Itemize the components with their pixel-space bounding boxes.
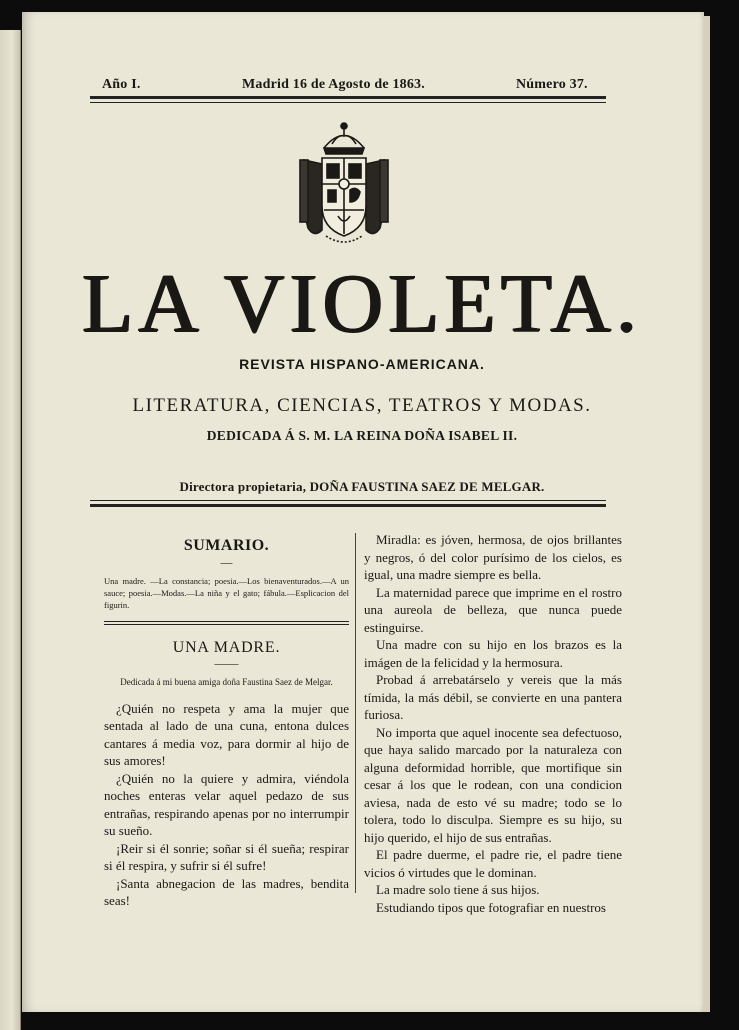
article-title: UNA MADRE. <box>172 638 281 656</box>
paragraph: ¿Quién no la quiere y admira, viéndola noches enteras velar aquel pedazo de sus entrañas, respirando apenas por no interrumpir su sueño. <box>104 770 349 838</box>
summary-heading: SUMARIO. <box>183 537 270 554</box>
left-column <box>104 531 349 910</box>
article-dedication: Dedicada á mi buena amiga doña Faustina Saez de Melgar. <box>120 677 333 687</box>
masthead-subtitle: REVISTA HISPANO-AMERICANA. <box>239 356 485 372</box>
paragraph: ¡Santa abnegacion de las madres, bendita seas! <box>104 875 349 908</box>
paragraph: Estudiando tipos que fotografiar en nuestros <box>376 899 606 915</box>
summary-rule <box>104 621 349 625</box>
header-rule-thick <box>90 96 606 99</box>
summary-text: Una madre. —La constancia; poesia.—Los bienaventurados.—A un sauce; poesia.—Modas.—La niña y el gato; fábula.—Esplicacion del figurin. <box>104 575 349 610</box>
newspaper-page <box>22 12 704 1012</box>
masthead-sections: LITERATURA, CIENCIAS, TEATROS Y MODAS. <box>132 395 592 416</box>
paragraph: Una madre con su hijo en los brazos es la imágen de la felicidad y la hermosura. <box>364 637 622 670</box>
right-column <box>364 531 622 916</box>
facing-page-edge <box>0 30 21 1030</box>
paragraph: Probad á arrebatárselo y vereis que la más tímida, la más débil, se convierte en una pantera furiosa. <box>364 672 622 722</box>
paragraph: ¡Reir si él sonrie; soñar si él sueña; respirar si él respira, y sufrir si él sufre! <box>104 840 349 873</box>
masthead-rule-thick <box>90 504 606 507</box>
masthead-rule-thin <box>90 500 606 501</box>
paragraph: ¿Quién no respeta y ama la mujer que sentada al lado de una cuna, entona dulces cantares á media voz, para dormir al hijo de sus amores! <box>104 700 349 768</box>
year-label: Año I. <box>102 77 141 92</box>
paragraph: La maternidad parece que imprime en el rostro una aureola de belleza, que nunca puede estinguirse. <box>364 584 622 635</box>
paragraph: Miradla: es jóven, hermosa, de ojos brillantes y negros, ó del color purísimo de los cielos, es igual, una madre siempre es bella. <box>364 532 622 582</box>
royal-coat-of-arms-icon <box>294 118 394 248</box>
column-divider <box>355 533 356 893</box>
summary-dash: — <box>220 554 233 569</box>
paragraph: No importa que aquel inocente sea defectuoso, que haya salido marcado por la naturaleza con alguna deformidad horrible, que mortifique sin cesar á los que le rodean, con una condicion aviesa, nada de esto vé su madre; todo se lo tolera, todo lo disculpa. Siempre es su hijo, su hijo querido, el hijo de sus entrañas. <box>364 724 622 845</box>
header-rule-thin <box>90 102 606 103</box>
issue-number: Número 37. <box>516 77 588 92</box>
paragraph: El padre duerme, el padre rie, el padre tiene vicios ó virtudes que le dominan. <box>364 847 622 880</box>
page-right-edge <box>704 16 710 1012</box>
masthead-dedication: DEDICADA Á S. M. LA REINA DOÑA ISABEL II. <box>206 428 518 443</box>
director-line: Directora propietaria, DOÑA FAUSTINA SAEZ DE MELGAR. <box>179 479 545 494</box>
issue-date: Madrid 16 de Agosto de 1863. <box>242 77 425 92</box>
paragraph: La madre solo tiene á sus hijos. <box>376 882 540 897</box>
article-dash: —— <box>214 656 239 670</box>
masthead-title: LA VIOLETA. <box>82 257 642 350</box>
